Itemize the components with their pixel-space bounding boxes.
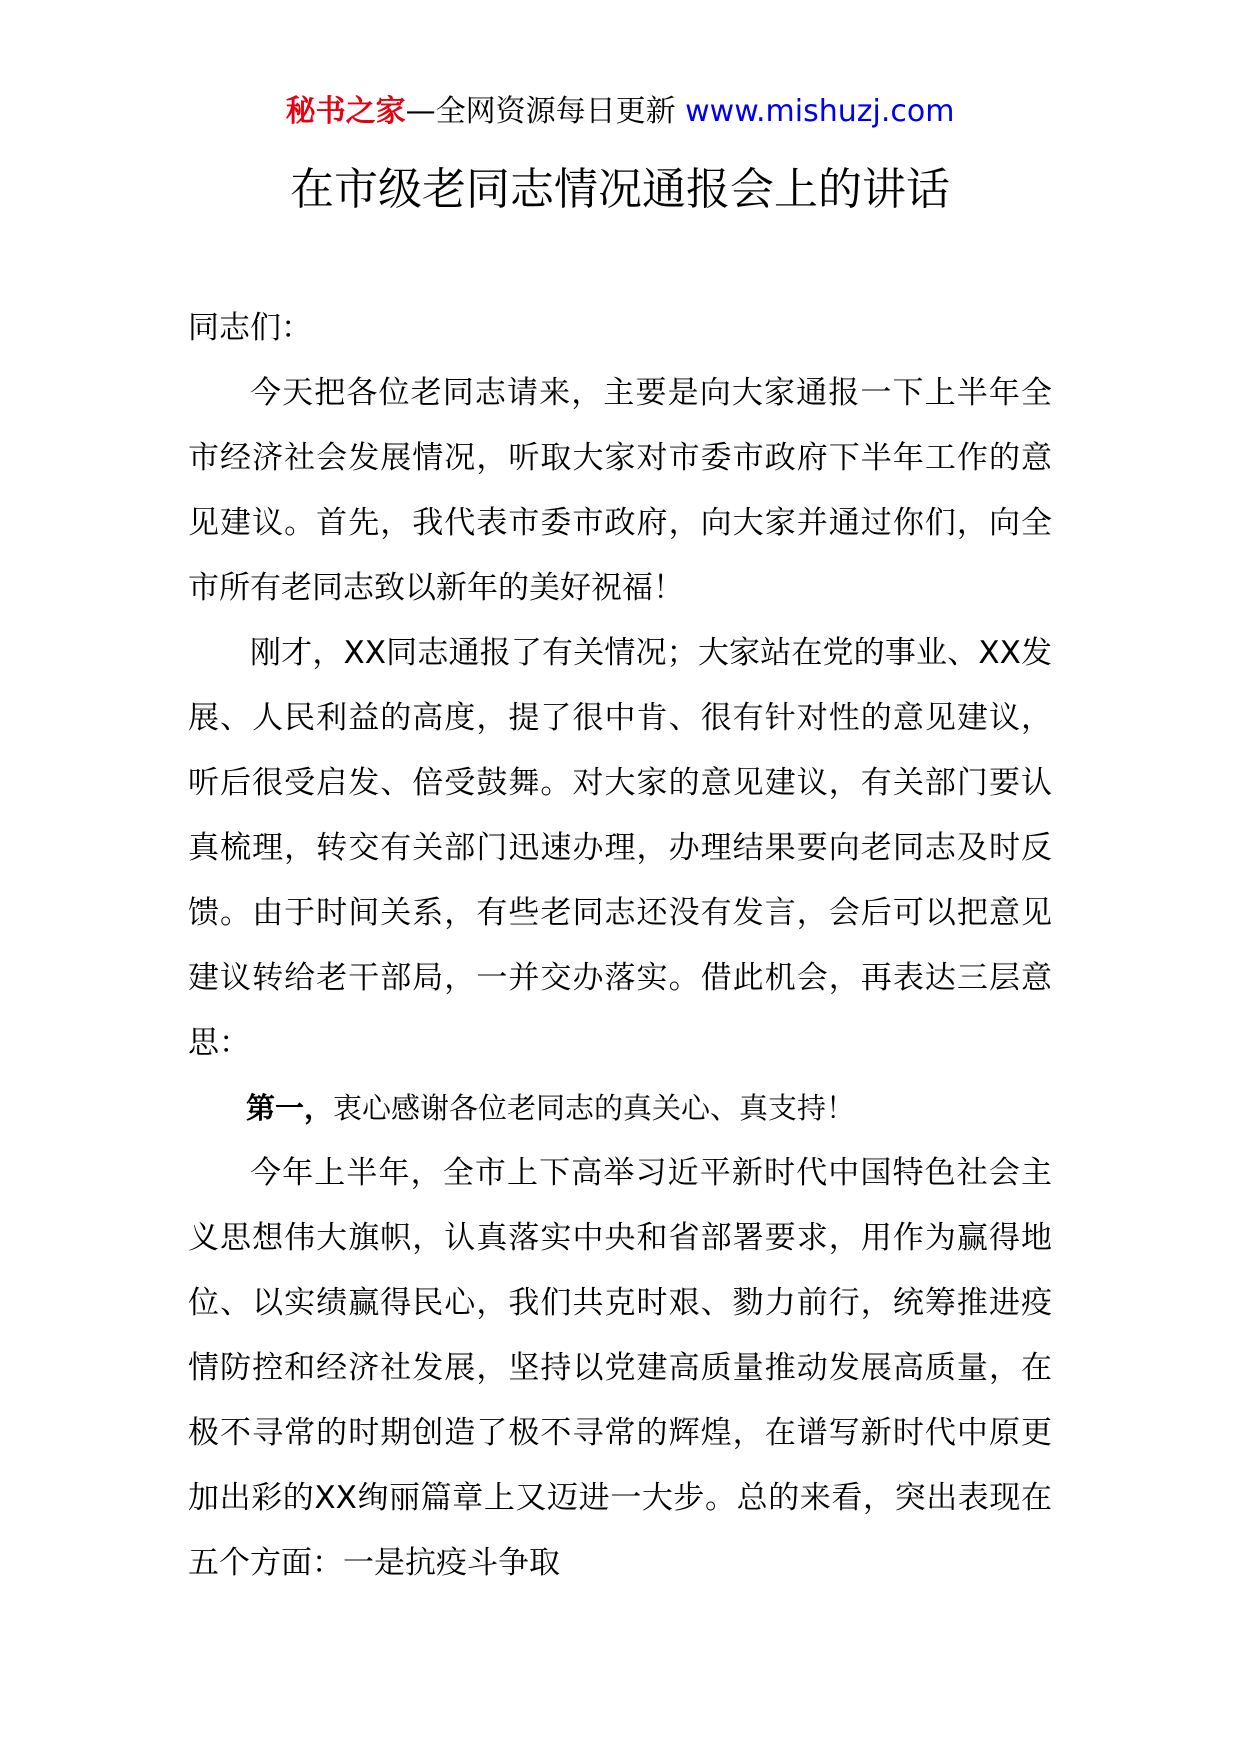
- section-lead: 第一，: [246, 1091, 334, 1125]
- salutation: 同志们：: [188, 310, 312, 346]
- document-body: [188, 296, 1052, 1596]
- site-url-link[interactable]: www.mishuzj.com: [685, 94, 955, 129]
- section-heading-text: 衷心感谢各位老同志的真关心、真支持！: [333, 1091, 856, 1125]
- brand-name: 秘书之家: [285, 94, 406, 129]
- site-banner: [0, 92, 1240, 132]
- section-heading: [188, 1076, 1052, 1141]
- banner-tagline: —全网资源每日更新: [405, 94, 686, 129]
- paragraph: 今天把各位老同志请来，主要是向大家通报一下上半年全市经济社会发展情况，听取大家对市委市政府下半年工作的意见建议。首先，我代表市委市政府，向大家并通过你们，向全市所有老同志致以新年的美好祝福！: [188, 375, 1052, 606]
- document-title: 在市级老同志情况通报会上的讲话: [290, 164, 950, 215]
- paragraph: 今年上半年，全市上下高举习近平新时代中国特色社会主义思想伟大旗帜，认真落实中央和省部署要求，用作为赢得地位、以实绩赢得民心，我们共克时艰、勠力前行，统筹推进疫情防控和经济社发展，坚持以党建高质量推动发展高质量，在极不寻常的时期创造了极不寻常的辉煌，在谱写新时代中原更加出彩的XX绚丽篇章上又迈进一大步。总的来看，突出表现在五个方面：一是抗疫斗争取: [188, 1155, 1052, 1581]
- paragraph: 刚才，XX同志通报了有关情况；大家站在党的事业、XX发展、人民利益的高度，提了很中肯、很有针对性的意见建议，听后很受启发、倍受鼓舞。对大家的意见建议，有关部门要认真梳理，转交有关部门迅速办理，办理结果要向老同志及时反馈。由于时间关系，有些老同志还没有发言，会后可以把意见建议转给老干部局，一并交办落实。借此机会，再表达三层意思：: [188, 635, 1052, 1061]
